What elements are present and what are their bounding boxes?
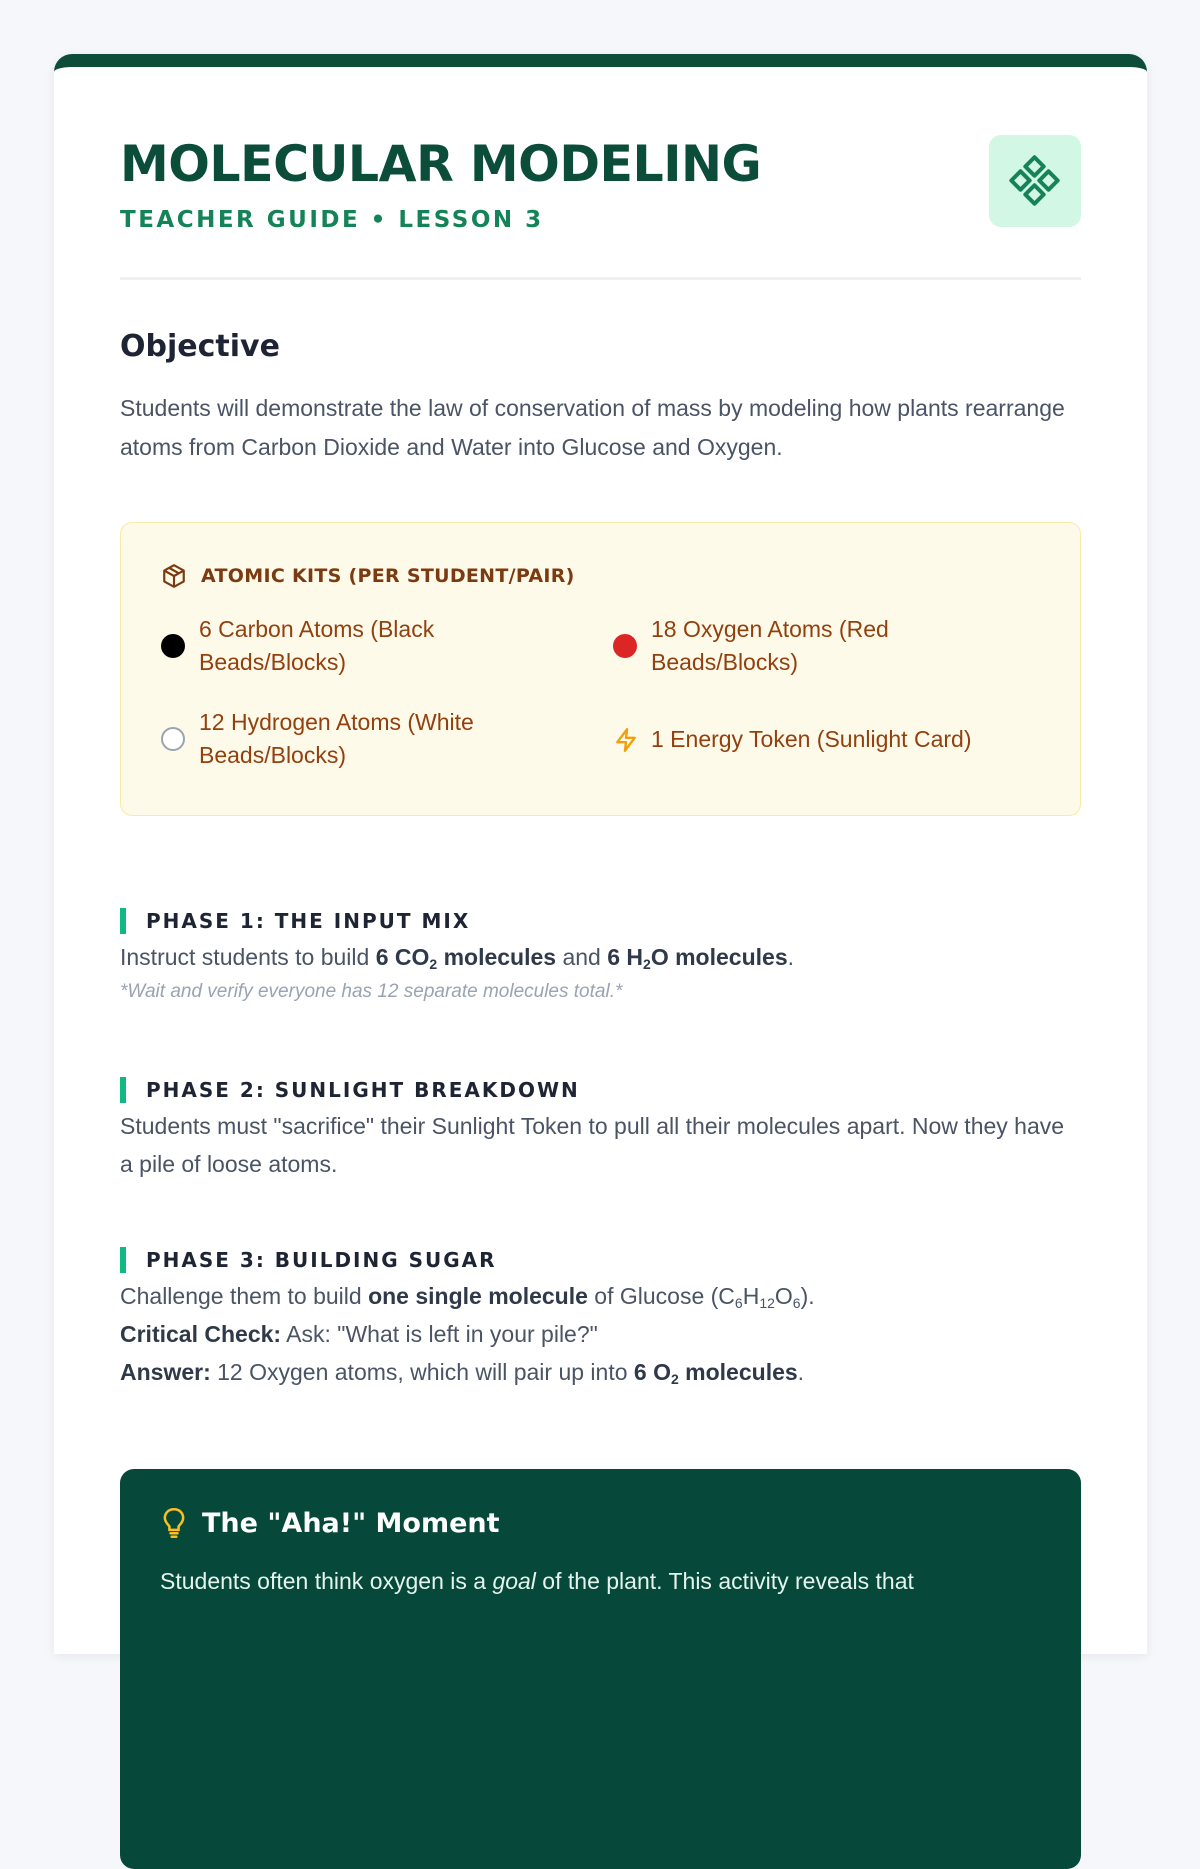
phase-1-note: *Wait and verify everyone has 12 separate molecules total.* <box>120 981 623 1002</box>
kit-item-label: 12 Hydrogen Atoms (White Beads/Blocks) <box>199 709 474 768</box>
card-content <box>120 67 1081 1594</box>
lesson-header <box>120 67 1081 280</box>
kit-item-energy <box>613 723 1011 756</box>
aha-heading: The "Aha!" Moment <box>202 1507 500 1539</box>
kit-item-label: 6 Carbon Atoms (Black Beads/Blocks) <box>199 616 435 675</box>
page-subtitle: TEACHER GUIDE • LESSON 3 <box>120 207 544 233</box>
kit-item-carbon <box>161 613 499 679</box>
aha-header <box>160 1507 500 1539</box>
aha-text: Students often think oxygen is a goal of the plant. This activity reveals that <box>160 1568 914 1594</box>
molecule-diamond-icon <box>1009 155 1061 207</box>
kit-item-label: 1 Energy Token (Sunlight Card) <box>651 726 972 752</box>
phase-2-text: Students must "sacrifice" their Sunlight Token to pull all their molecules apart. Now they have a pile of loose atoms. <box>120 1113 1065 1177</box>
phase-1-text: Instruct students to build 6 $CO_2$ molecules and 6 $H_2O$ molecules. <box>120 944 794 972</box>
package-icon <box>161 563 187 589</box>
phase-title: PHASE 1: THE INPUT MIX <box>146 909 471 933</box>
black-dot-icon <box>161 634 185 658</box>
phase-accent-bar <box>120 908 126 934</box>
phase-accent-bar <box>120 1077 126 1103</box>
atomic-kits-box <box>120 522 1081 816</box>
phase-title: PHASE 2: SUNLIGHT BREAKDOWN <box>146 1078 580 1102</box>
lightning-icon <box>613 727 639 753</box>
aha-moment-box <box>120 1469 1081 1869</box>
objective-heading: Objective <box>120 329 280 364</box>
red-dot-icon <box>613 634 637 658</box>
white-dot-icon <box>161 727 185 751</box>
phase-3-heading <box>120 1247 497 1273</box>
page-title: MOLECULAR MODELING <box>120 135 762 193</box>
lightbulb-icon <box>160 1507 188 1539</box>
phase-title: PHASE 3: BUILDING SUGAR <box>146 1248 497 1272</box>
kit-item-label: 18 Oxygen Atoms (Red Beads/Blocks) <box>651 616 889 675</box>
phase-3-text: Challenge them to build one single molecule of Glucose $(C_6H_{12}O_6)$. Critical Check: Ask: "What is left in your pile?" Answer: 12 Oxygen atoms, which will pair up into 6 $O_2$ molecules. <box>120 1283 815 1387</box>
phase-1-heading <box>120 908 470 934</box>
logo-badge <box>989 135 1081 227</box>
phase-2-heading <box>120 1077 580 1103</box>
kits-header <box>161 563 575 589</box>
kits-heading: ATOMIC KITS (PER STUDENT/PAIR) <box>201 565 575 587</box>
lesson-card <box>54 54 1147 1654</box>
objective-text: Students will demonstrate the law of conservation of mass by modeling how plants rearrange atoms from Carbon Dioxide and Water into Glucose and Oxygen. <box>120 395 1065 460</box>
kit-item-hydrogen <box>161 706 499 772</box>
kit-item-oxygen <box>613 613 951 679</box>
phase-accent-bar <box>120 1247 126 1273</box>
